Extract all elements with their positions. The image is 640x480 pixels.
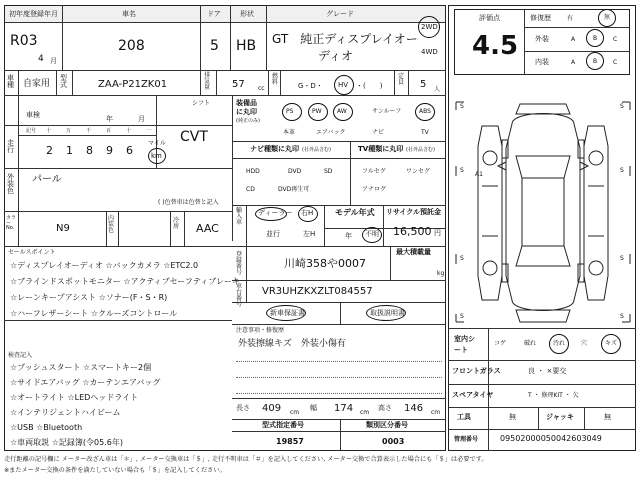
nav-item: CD <box>246 186 255 193</box>
digit-header: 百 <box>106 128 112 134</box>
recycle-amount: 16,500 <box>393 225 432 238</box>
digit-header: 記号 <box>26 128 37 134</box>
inspector-note: ☆車両取説 ☆記録簿(令05.6年) <box>10 438 123 447</box>
displacement: 57 <box>232 79 245 90</box>
ac-label: 冷房 <box>173 217 180 230</box>
drive-4wd: 4WD <box>421 48 438 56</box>
corner-s-ml: S <box>460 167 464 174</box>
mileage-digit: 2 <box>46 144 53 157</box>
color-no-label: カラーNo. <box>6 215 17 231</box>
reg-year-label: 初年度登録年月 <box>9 10 58 18</box>
nav-item: DVD <box>288 168 302 175</box>
tv-title: TV種類に丸印 <box>358 145 404 153</box>
grade-line1: GT 純正ディスプレイオー <box>272 32 418 46</box>
ext-b: B <box>593 35 598 42</box>
seat-item: 穴 <box>581 340 588 347</box>
selling-point: ☆ブラインドスポットモニター ☆アクティブセーフティブレーキ <box>10 277 240 286</box>
seat-item: 破れ <box>524 340 537 347</box>
score-label: 評価点 <box>479 14 500 22</box>
spare-value: T ・ 修理KIT ・ 欠 <box>528 392 579 399</box>
mileage-digit: 9 <box>106 144 113 157</box>
color-label: 外装色 <box>7 173 14 195</box>
run-label: 走行 <box>7 139 14 154</box>
seat-item: 汚れ <box>553 340 566 347</box>
tools-value: 無 <box>509 413 516 421</box>
corner-s-tr: S <box>620 103 624 110</box>
body-shape: HB <box>236 38 257 54</box>
jack-value: 無 <box>604 413 611 421</box>
model-code: ZAA-P21ZK01 <box>98 79 168 90</box>
inspector-note: ☆オートライト ☆LEDヘッドライト <box>10 393 139 402</box>
digit-header: 十 <box>46 128 52 134</box>
ext-c: C <box>613 36 618 43</box>
int-c: C <box>613 59 618 66</box>
glass-label: フロントガラス <box>452 367 501 375</box>
door-count: 5 <box>210 38 219 54</box>
person-unit: 人 <box>434 86 441 93</box>
seat-item: キズ <box>605 340 617 347</box>
corner-s-bl2: S <box>460 313 464 320</box>
tv-item: ワンセグ <box>406 168 431 175</box>
mile-label: マイル <box>148 140 166 147</box>
jack-label: ジャッキ <box>546 413 574 421</box>
score-value: 4.5 <box>472 31 519 61</box>
grade-label: グレード <box>326 10 354 18</box>
kg-unit: kg <box>437 270 445 277</box>
manage-number: 09502000050042603049 <box>500 434 602 443</box>
inspector-note: ☆サイドエアバッグ ☆カーテンエアバッグ <box>10 378 161 387</box>
footer-note-1: 走行距離の記号欄に メーター改ざん車は「＊」, メーター交換車は「＄」, 走行不明車は「＃」を記入してください, メーター交換で合算表示した場合にも「＄」は必要です。 <box>4 456 488 463</box>
glass-value: 良 ・ ×要交 <box>528 367 567 375</box>
inspection-year: 年 <box>106 115 113 123</box>
grade-line2: ディオ <box>318 49 354 63</box>
equip-item: サンルーフ <box>372 108 402 115</box>
vehicle-use: 自家用 <box>23 79 51 89</box>
manage-label: 管理番号 <box>454 436 479 443</box>
capacity-label: 定員 <box>398 73 405 86</box>
interior-label: 内装 <box>535 58 549 66</box>
shape-label: 形状 <box>240 10 254 18</box>
corner-s-tl: S <box>460 103 464 110</box>
vehicle-label: 車種 <box>7 74 14 89</box>
fuel-label: 燃料 <box>272 73 279 86</box>
selling-point: ☆ディスプレイオーディオ ☆バックカメラ ☆ETC2.0 <box>10 261 199 270</box>
corner-s-br2: S <box>620 313 624 320</box>
mileage-digit: 8 <box>86 144 93 157</box>
seat-item: コゲ <box>494 340 507 347</box>
tv-note: (社外品含む) <box>406 147 435 153</box>
nav-item: SD <box>324 168 333 175</box>
drive-2wd: 2WD <box>421 23 438 31</box>
door-label: ドア <box>207 10 221 18</box>
vin-label: 車台番号 <box>236 283 243 308</box>
nav-title: ナビ種類に丸印 <box>250 145 299 153</box>
inspector-note: ☆USB ☆Bluetooth <box>10 423 83 432</box>
repair-label: 修復歴 <box>530 14 551 22</box>
selling-point: ☆レーンキープアシスト ☆ソナー(F・S・R) <box>10 293 168 302</box>
category-number: 0003 <box>382 437 405 446</box>
reg-month: 4 <box>38 54 44 64</box>
model-label: 型式 <box>60 74 67 89</box>
equip-item2: エアバック <box>316 129 346 136</box>
capacity: 5 <box>420 79 427 90</box>
inspector-label: 検査記入 <box>8 352 33 359</box>
left-handle: 左H <box>303 230 316 238</box>
equip-item2: 本革 <box>283 129 296 136</box>
color-no: N9 <box>56 223 70 234</box>
repair-none: 無 <box>604 14 611 21</box>
nav-item: HDD <box>246 168 260 175</box>
equip-item: PW <box>312 108 322 115</box>
plate-number: 川崎358や0007 <box>284 257 366 270</box>
handle: 右H <box>301 209 314 217</box>
int-b: B <box>593 58 598 65</box>
unknown: 不明 <box>365 230 379 238</box>
plate-label: 登録番号 <box>236 251 243 276</box>
length-label: 長さ <box>236 404 250 412</box>
digit-header: 一 <box>146 128 152 134</box>
damage-a1: A1 <box>475 171 483 178</box>
digit-header: 万 <box>66 128 72 134</box>
equipment-subtitle: (純正のみ) <box>236 118 260 124</box>
equip-item: ABS <box>419 108 431 115</box>
displacement-label: 排気量 <box>204 72 211 91</box>
tv-item: フルセグ <box>362 168 386 175</box>
max-load-label: 最大積載量 <box>396 248 431 256</box>
equip-item2: TV <box>421 129 429 136</box>
year-unit: 年 <box>345 232 352 240</box>
inspection-label: 車検 <box>26 111 40 119</box>
digit-header: 千 <box>86 128 92 134</box>
type-number: 19857 <box>276 437 304 446</box>
warranty: 新車保証書 <box>270 309 305 317</box>
km-label: km <box>151 152 162 160</box>
height-value: 146 <box>404 403 424 414</box>
digit-header: 十 <box>126 128 132 134</box>
reg-year: R03 <box>10 33 38 49</box>
interior-color-label: 内装色 <box>108 215 115 234</box>
nav-note: (社外品含む) <box>302 147 331 153</box>
equip-item2: ナビ <box>372 129 385 136</box>
vin: VR3UHZKXZLT084557 <box>262 286 373 297</box>
corner-s-br: S <box>620 255 624 262</box>
fuel-options: G・D・ <box>298 82 323 90</box>
width-value: 174 <box>334 403 354 414</box>
length-unit: cm <box>290 409 300 416</box>
width-unit: cm <box>360 409 370 416</box>
type-label: 型式指定番号 <box>262 421 304 429</box>
name-label: 車名 <box>122 10 136 18</box>
model-year-label: モデル年式 <box>335 208 375 217</box>
recycle-label: リサイクル預託金 <box>386 208 442 216</box>
exterior-color: パール <box>32 174 62 185</box>
parallel: 並行 <box>266 230 280 238</box>
color-note: ( )色替車は色替と記入 <box>158 199 219 206</box>
selling-point: ☆ハーフレザーシート ☆クルーズコントロール <box>10 309 178 318</box>
equip-item: AW <box>337 108 347 115</box>
mileage-digit: 6 <box>126 144 133 157</box>
yen-unit: 円 <box>434 229 441 237</box>
corner-s-mr: S <box>620 167 624 174</box>
equip-item: PS <box>286 108 294 115</box>
notes-text: 外装擦線キズ 外装小傷有 <box>238 339 346 349</box>
inspector-note: ☆プッシュスタート ☆スマートキー2個 <box>10 363 152 372</box>
shift-value: CVT <box>180 129 208 145</box>
fuel-hv: HV <box>338 81 349 89</box>
fuel-rest: ・( ) <box>356 82 383 90</box>
selling-points-label: セールスポイント <box>8 249 56 256</box>
repair-yes: 有 <box>567 15 574 22</box>
cc-unit: cc <box>258 85 265 92</box>
footer-note-2: ※またメーター交換の条件を満たしていない場合も「＄」を記入してください。 <box>4 467 226 474</box>
width-label: 幅 <box>310 404 317 412</box>
tv-item: アナログ <box>362 186 387 193</box>
spare-label: スペアタイヤ <box>452 391 494 399</box>
car-name: 208 <box>118 38 145 54</box>
exterior-label: 外装 <box>535 35 549 43</box>
equipment-title: 装備品に丸印 <box>236 99 257 116</box>
car-damage-diagram <box>452 96 634 328</box>
month-unit: 月 <box>50 57 57 65</box>
dealer: ディーラー <box>258 209 293 217</box>
length-value: 409 <box>262 403 282 414</box>
import-label: 輸入車 <box>236 207 243 226</box>
int-a: A <box>571 59 576 66</box>
manual: 取扱説明書 <box>370 309 405 317</box>
seat-label: 室内シート <box>454 335 475 354</box>
ext-a: A <box>571 36 576 43</box>
nav-item: DVD再生可 <box>278 186 310 193</box>
tools-label: 工具 <box>457 413 471 421</box>
corner-s-bl: S <box>460 255 464 262</box>
mileage-digit: 1 <box>66 144 73 157</box>
inspection-month: 月 <box>138 115 145 123</box>
notes-label: 注意事項・修復歴 <box>236 327 285 334</box>
height-label: 高さ <box>378 404 392 412</box>
height-unit: cm <box>431 409 441 416</box>
shift-label: シフト <box>192 100 211 107</box>
ac-value: AAC <box>196 222 219 235</box>
inspector-note: ☆インテリジェントハイビーム <box>10 408 121 417</box>
category-label: 類別区分番号 <box>366 421 408 429</box>
